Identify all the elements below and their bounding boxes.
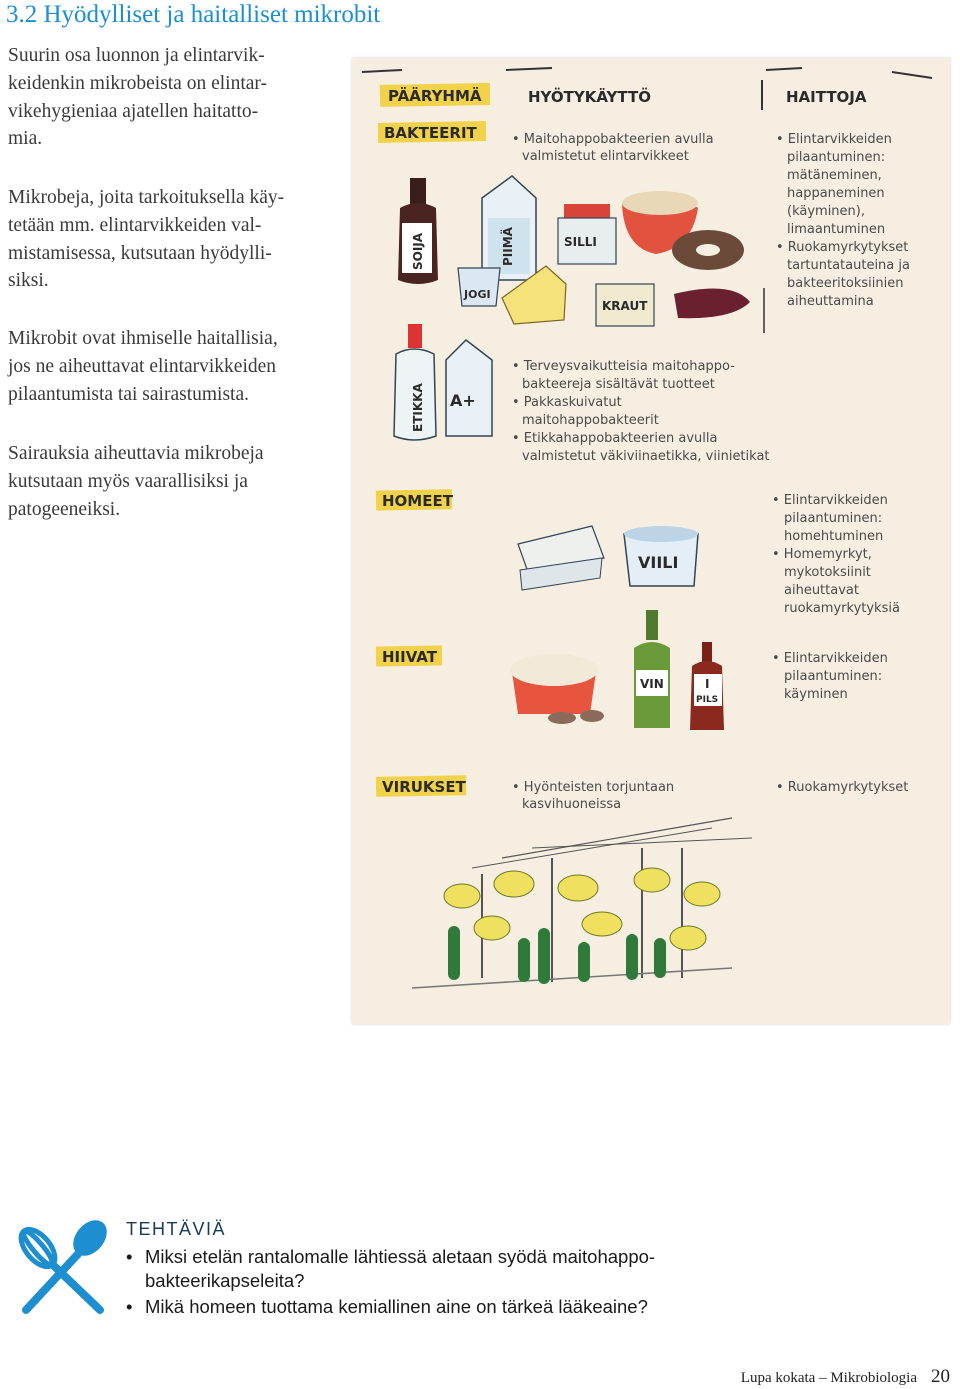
svg-text:I: I xyxy=(705,677,710,691)
header-harm: HAITTOJA xyxy=(786,88,867,106)
task-item: • Miksi etelän rantalomalle lähtiessä aletaan syödä maitohappo- bakteerikapseleita? xyxy=(126,1245,726,1293)
svg-text:• Elintarvikkeiden: • Elintarvikkeiden xyxy=(772,493,888,508)
group-label-viruses: VIRUKSET xyxy=(382,778,466,796)
page-number: 20 xyxy=(931,1366,950,1387)
svg-text:• Elintarvikkeiden: • Elintarvikkeiden xyxy=(776,132,892,147)
svg-text:A+: A+ xyxy=(450,391,476,410)
svg-text:JOGI: JOGI xyxy=(464,288,491,301)
svg-text:• Elintarvikkeiden: • Elintarvikkeiden xyxy=(772,651,888,666)
svg-text:VIN: VIN xyxy=(640,677,664,691)
svg-text:kasvihuoneissa: kasvihuoneissa xyxy=(522,797,622,812)
poster-illustration xyxy=(352,58,950,1024)
header-group: PÄÄRYHMÄ xyxy=(388,87,482,105)
svg-text:käyminen: käyminen xyxy=(784,687,848,702)
svg-text:SILLI: SILLI xyxy=(564,235,597,249)
svg-text:KRAUT: KRAUT xyxy=(602,299,648,313)
svg-text:SOIJA: SOIJA xyxy=(411,232,425,270)
bowl-contents-icon xyxy=(622,191,698,215)
svg-text:PIIMÄ: PIIMÄ xyxy=(501,227,515,266)
svg-text:mätäneminen,: mätäneminen, xyxy=(787,168,882,183)
svg-text:maitohappobakteerit: maitohappobakteerit xyxy=(522,413,659,428)
beneficial-paragraph: Mikrobeja, joita tarkoituksella käy- tetään mm. elintarvikkeiden val- mistamisessa, kutsutaan hyödylli- siksi. xyxy=(8,187,285,292)
svg-text:• Terveysvaikutteisia maitohap: • Terveysvaikutteisia maitohappo- xyxy=(512,359,735,374)
svg-text:bakteeritoksiinien: bakteeritoksiinien xyxy=(787,276,904,291)
virus-use-list xyxy=(512,780,674,812)
yogurt-cup-icon xyxy=(458,268,500,306)
svg-text:pilaantuminen:: pilaantuminen: xyxy=(784,511,883,526)
sauerkraut-jar-icon xyxy=(596,284,654,326)
bacteria-use-line: valmistetut elintarvikkeet xyxy=(522,149,689,164)
svg-text:ruokamyrkytyksiä: ruokamyrkytyksiä xyxy=(784,601,900,616)
svg-text:• Hyönteisten torjuntaan: • Hyönteisten torjuntaan xyxy=(512,780,675,795)
microbe-poster xyxy=(352,58,950,1024)
whisk-spoon-icon xyxy=(8,1218,112,1314)
task-item: • Mikä homeen tuottama kemiallinen aine on tärkeä lääkeaine? xyxy=(126,1295,726,1319)
svg-text:PILS: PILS xyxy=(696,695,719,705)
header-use: HYÖTYKÄYTTÖ xyxy=(528,88,651,106)
svg-text:pilaantuminen:: pilaantuminen: xyxy=(784,669,883,684)
dough-bowl-icon xyxy=(510,654,604,724)
svg-text:• Pakkaskuivatut: • Pakkaskuivatut xyxy=(512,395,622,410)
mould-cheese-icon xyxy=(518,526,604,590)
probiotic-carton-icon xyxy=(446,340,492,436)
svg-text:• Ruokamyrkytykset: • Ruokamyrkytykset xyxy=(776,240,909,255)
svg-text:limaantuminen: limaantuminen xyxy=(787,222,886,237)
group-label-yeasts: HIIVAT xyxy=(382,648,437,666)
pathogen-paragraph: Sairauksia aiheuttavia mikrobeja kutsutaan myös vaarallisiksi ja patogeeneiksi. xyxy=(8,443,264,520)
tasks-list xyxy=(126,1245,726,1319)
viili-cup-icon xyxy=(624,526,698,586)
section-title: 3.2 Hyödylliset ja haitalliset mikrobit xyxy=(6,1,381,28)
bacteria-use-line: • Maitohappobakteerien avulla xyxy=(512,132,714,147)
book-title: Lupa kokata – Mikrobiologia xyxy=(740,1370,917,1386)
salami-icon xyxy=(674,289,750,319)
wine-bottle-icon xyxy=(634,610,670,728)
probiotic-use-list xyxy=(512,359,770,464)
svg-text:aiheuttamina: aiheuttamina xyxy=(787,294,874,309)
svg-text:ETIKKA: ETIKKA xyxy=(411,383,425,432)
svg-text:happaneminen: happaneminen xyxy=(787,186,885,201)
vinegar-bottle-icon xyxy=(394,324,436,440)
intro-paragraph: Suurin osa luonnon ja elintarvik- keidenkin mikrobeista on elintar- vikehygieniaa ajatellen haitatto- mia. xyxy=(8,45,267,150)
group-label-moulds: HOMEET xyxy=(382,492,453,510)
cucumber-plants-icon xyxy=(412,818,752,988)
tasks-heading: TEHTÄVIÄ xyxy=(126,1219,227,1239)
yeast-harm-list xyxy=(772,651,888,702)
herring-jar-icon xyxy=(558,204,616,264)
svg-text:bakteereja sisältävät tuotteet: bakteereja sisältävät tuotteet xyxy=(522,377,715,392)
svg-text:• Homemyrkyt,: • Homemyrkyt, xyxy=(772,547,872,562)
svg-text:(käyminen),: (käyminen), xyxy=(787,204,865,219)
bacteria-harm-list xyxy=(776,132,910,309)
svg-text:tartuntatauteina ja: tartuntatauteina ja xyxy=(787,258,910,273)
svg-text:valmistetut väkiviinaetikka, v: valmistetut väkiviinaetikka, viinietikat xyxy=(522,449,770,464)
milk-carton-icon xyxy=(482,176,536,280)
svg-text:• Etikkahappobakteerien avulla: • Etikkahappobakteerien avulla xyxy=(512,431,718,446)
beer-bottle-icon xyxy=(690,642,724,730)
svg-text:pilaantuminen:: pilaantuminen: xyxy=(787,150,886,165)
page-footer xyxy=(741,1366,950,1388)
group-label-bacteria: BAKTEERIT xyxy=(384,124,477,142)
svg-text:aiheuttavat: aiheuttavat xyxy=(784,583,859,598)
svg-text:homehtuminen: homehtuminen xyxy=(784,529,884,544)
mould-harm-list xyxy=(772,493,900,616)
soy-sauce-bottle-icon xyxy=(398,178,438,284)
svg-text:mykotoksiinit: mykotoksiinit xyxy=(784,565,871,580)
svg-text:VIILI: VIILI xyxy=(638,553,679,572)
harmful-paragraph: Mikrobit ovat ihmiselle haitallisia, jos ne aiheuttavat elintarvikkeiden pilaantumista tai sairastumista. xyxy=(8,328,278,405)
virus-harm-line: • Ruokamyrkytykset xyxy=(776,780,909,795)
